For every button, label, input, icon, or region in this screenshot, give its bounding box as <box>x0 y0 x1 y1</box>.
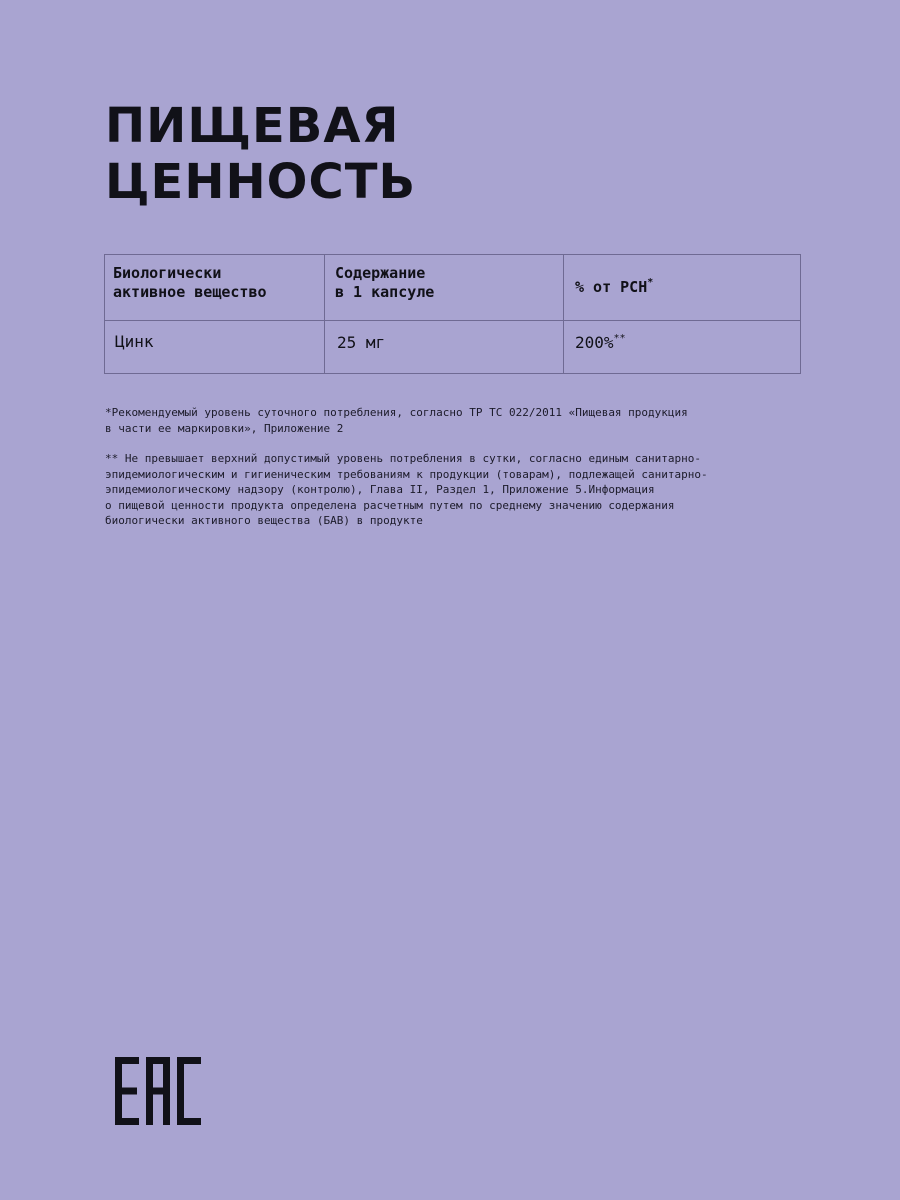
cell-content: 25 мг <box>325 321 564 374</box>
table-row <box>105 321 801 374</box>
nutrition-table <box>104 254 801 374</box>
cell-percent: 200%** <box>564 321 801 374</box>
header-content: Содержание в 1 капсуле <box>325 255 564 321</box>
table-header-row <box>105 255 801 321</box>
cell-substance: Цинк <box>105 321 325 374</box>
footnotes <box>105 405 805 544</box>
header-percent-footnote-mark: * <box>647 277 654 288</box>
title-line-2: ЦЕННОСТЬ <box>105 154 417 210</box>
cell-percent-footnote-mark: ** <box>613 333 626 344</box>
eac-mark-icon <box>115 1057 201 1125</box>
page-title <box>105 98 416 210</box>
title-line-1: ПИЩЕВАЯ <box>105 98 400 154</box>
header-substance: Биологически активное вещество <box>105 255 325 321</box>
footnote-1: *Рекомендуемый уровень суточного потребления, согласно ТР ТС 022/2011 «Пищевая продукция в части ее маркировки», Приложение 2 <box>105 406 688 435</box>
footnote-2: ** Не превышает верхний допустимый уровень потребления в сутки, согласно единым санитарно- эпидемиологическим и гигиеническим требованиям к продукции (товарам), подлежащей санитарно- эпидемиологическому надзору (контролю), Глава II, Раздел 1, Приложение 5.Информация о пищевой ценности продукта определена расчетным путем по среднему значению содержания биологически активного вещества (БАВ) в продукте <box>105 452 708 527</box>
header-percent: % от РСН* <box>564 255 801 321</box>
